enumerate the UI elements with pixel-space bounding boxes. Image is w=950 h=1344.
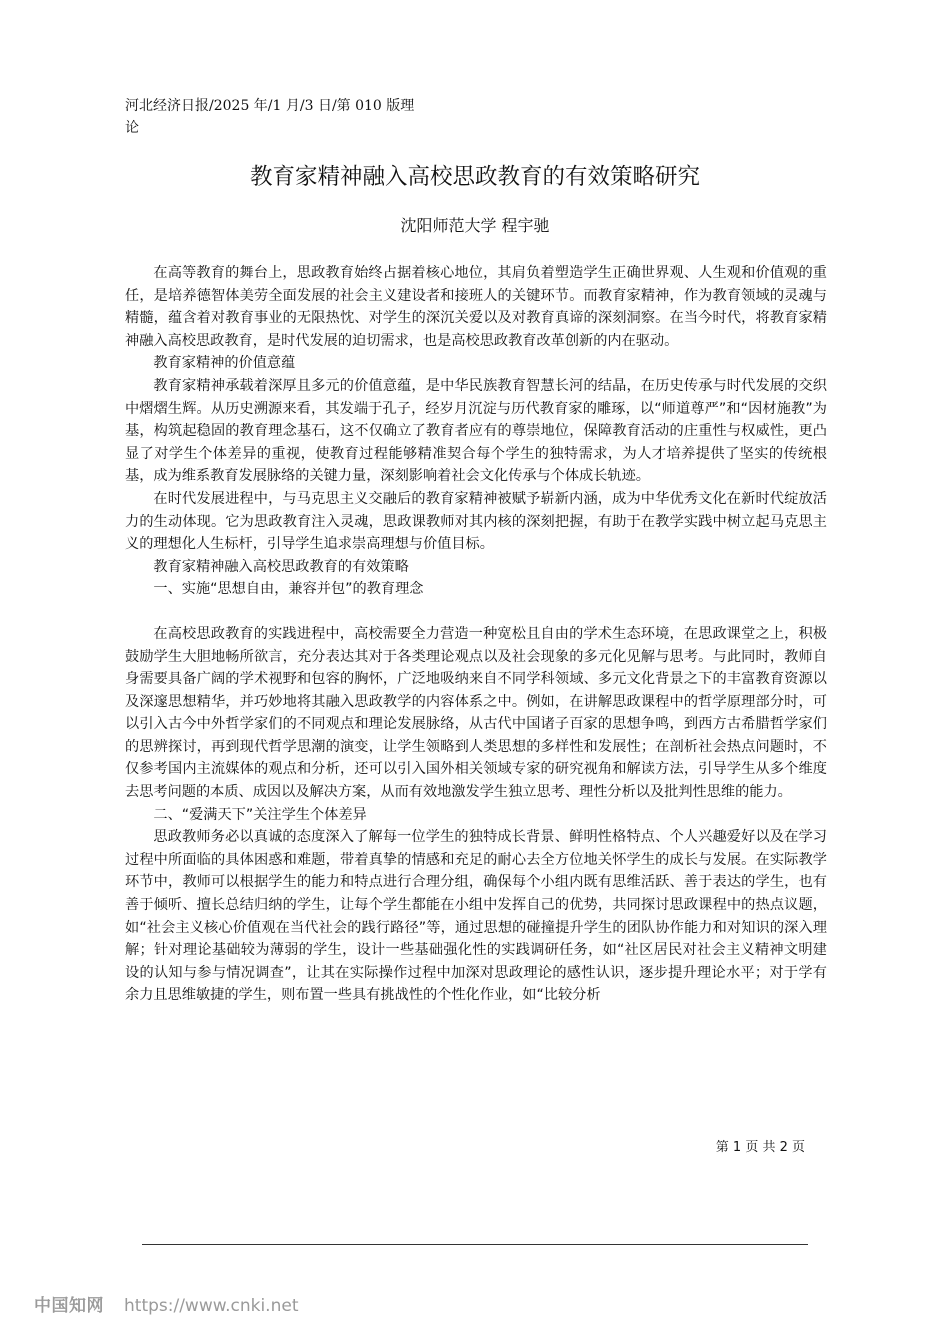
source-line: 河北经济日报/2025 年/1 月/3 日/第 010 版理论	[125, 98, 415, 136]
paragraph-strategy-1: 在高校思政教育的实践进程中，高校需要全力营造一种宽松且自由的学术生态环境，在思政课堂之上，积极鼓励学生大胆地畅所欲言，充分表达其对于各类理论观点以及社会现象的多元化见解与思考。与此同时，教师自身需要具备广阔的学术视野和包容的胸怀，广泛地吸纳来自不同学科领域、多元文化背景之下的丰富教育资源以及深邃思想精华，并巧妙地将其融入思政教学的内容体系之中。例如，在讲解思政课程中的哲学原理部分时，可以引入古今中外哲学家们的不同观点和理论发展脉络，从古代中国诸子百家的思想争鸣，到西方古希腊哲学家们的思辨探讨，再到现代哲学思潮的演变，让学生领略到人类思想的多样性和发展性；在剖析社会热点问题时，不仅参考国内主流媒体的观点和分析，还可以引入国外相关领域专家的研究视角和解读方法，引导学生从多个维度去思考问题的本质、成因以及解决方案，从而有效地激发学生独立思考、理性分析以及批判性思维的能力。	[125, 625, 827, 801]
subheading-strategy-2: 二、“爱满天下”关注学生个体差异	[153, 806, 367, 823]
cnki-logo-text: 中国知网	[34, 1296, 104, 1316]
paragraph-strategy-2: 思政教师务必以真诚的态度深入了解每一位学生的独特成长背景、鲜明性格特点、个人兴趣爱好以及在学习过程中所面临的具体困惑和难题，带着真挚的情感和充足的耐心去全方位地关怀学生的成长与发展。在实际教学环节中，教师可以根据学生的能力和特点进行合理分组，确保每个小组内既有思维活跃、善于表达的学生，也有善于倾听、擅长总结归纳的学生，让每个学生都能在小组中发挥自己的优势，共同探讨思政课程中的热点议题，如“社会主义核心价值观在当代社会的践行路径”等，通过思想的碰撞提升学生的团队协作能力和对知识的深入理解；针对理论基础较为薄弱的学生，设计一些基础强化性的实践调研任务，如“社区居民对社会主义精神文明建设的认知与参与情况调查”，让其在实际操作过程中加深对思政理论的感性认识，逐步提升理论水平；对于学有余力且思维敏捷的学生，则布置一些具有挑战性的个性化作业，如“比较分析	[125, 829, 827, 1004]
paragraph-value-era: 在时代发展进程中，与马克思主义交融后的教育家精神被赋予崭新内涵，成为中华优秀文化在新时代绽放活力的生动体现。它为思政教育注入灵魂，思政课教师对其内核的深刻把握，有助于在教学实践中树立起马克思主义的理想化人生标杆，引导学生追求崇高理想与价值目标。	[125, 490, 827, 553]
subheading-strategy-1: 一、实施“思想自由，兼容并包”的教育理念	[153, 581, 424, 598]
paragraph-intro: 在高等教育的舞台上，思政教育始终占据着核心地位，其肩负着塑造学生正确世界观、人生观和价值观的重任，是培养德智体美劳全面发展的社会主义建设者和接班人的关键环节。而教育家精神，作为教育领域的灵魂与精髓，蕴含着对教育事业的无限热忱、对学生的深沉关爱以及对教育真谛的深刻洞察。在当今时代，将教育家精神融入高校思政教育，是时代发展的迫切需求，也是高校思政教育改革创新的内在驱动。	[125, 265, 827, 349]
footer-divider	[142, 1244, 808, 1245]
section-heading-strategy: 教育家精神融入高校思政教育的有效策略	[153, 558, 409, 575]
cnki-watermark	[34, 1294, 298, 1318]
article-title: 教育家精神融入高校思政教育的有效策略研究	[249, 164, 700, 190]
paragraph-value-history: 教育家精神承载着深厚且多元的价值意蕴，是中华民族教育智慧长河的结晶，在历史传承与时代发展的交织中熠熠生辉。从历史溯源来看，其发端于孔子，经岁月沉淀与历代教育家的雕琢，以“师道尊严”和“因材施教”为基，构筑起稳固的教育理念基石，这不仅确立了教育者应有的尊崇地位，保障教育活动的庄重性与权威性，更凸显了对学生个体差异的重视，使教育过程能够精准契合每个学生的独特需求，为人才培养提供了坚实的传统根基，成为维系教育发展脉络的关键力量，深刻影响着社会文化传承与个体成长轨迹。	[125, 377, 827, 485]
cnki-url: https://www.cnki.net	[124, 1296, 299, 1316]
article-body	[125, 262, 827, 1007]
article-author: 沈阳师范大学 程宇驰	[400, 216, 550, 235]
section-heading-value: 教育家精神的价值意蕴	[153, 355, 296, 372]
page-number: 第 1 页 共 2 页	[715, 1140, 805, 1155]
